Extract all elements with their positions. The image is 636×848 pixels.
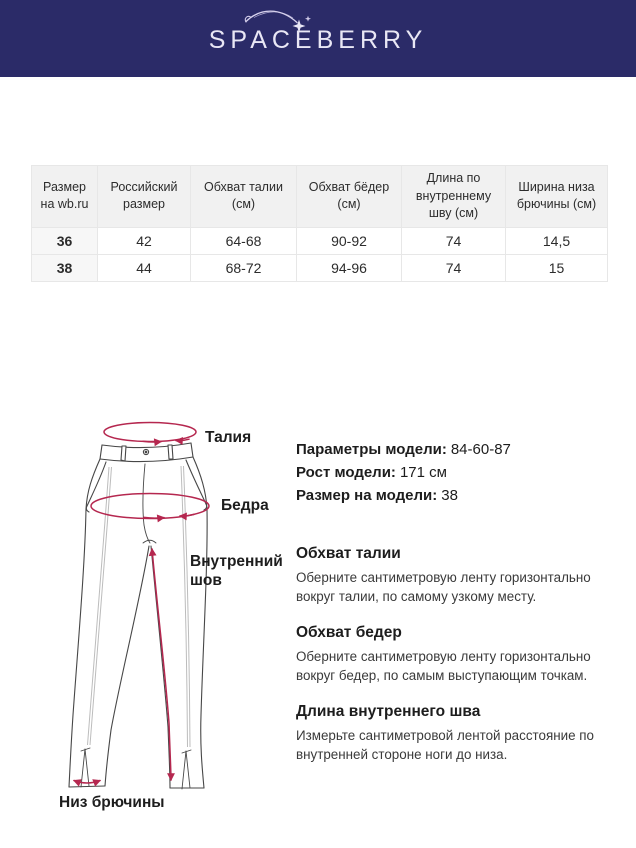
- waist-measure-ellipse: [104, 423, 196, 442]
- table-row: [32, 254, 608, 281]
- cell-waist: 64-68: [191, 227, 297, 254]
- cell-inseam: 74: [402, 254, 506, 281]
- hem-slit: [182, 750, 191, 789]
- model-params-value: 84-60-87: [450, 441, 511, 458]
- hem-measure-arrow: [74, 781, 100, 784]
- inseam-label: Внутренний шов: [190, 553, 283, 589]
- model-params-line: [296, 438, 612, 461]
- cell-ru-size: 42: [98, 227, 191, 254]
- measurement-info-column: [296, 438, 612, 764]
- column-header-wb-size: Размер на wb.ru: [32, 166, 98, 228]
- cell-hips: 90-92: [297, 227, 402, 254]
- inseam-measure-arrow: [152, 549, 171, 780]
- hem-slit: [81, 748, 90, 787]
- model-height-label: Рост модели:: [296, 464, 396, 481]
- model-height-line: [296, 461, 612, 484]
- cell-waist: 68-72: [191, 254, 297, 281]
- section-waist: [296, 544, 612, 606]
- belt-loop: [121, 446, 126, 461]
- waist-label: Талия: [205, 429, 252, 446]
- cell-ru-size: 44: [98, 254, 191, 281]
- cell-wb-size: 36: [32, 227, 98, 254]
- section-inseam-text: Измерьте сантиметровой лентой расстояние по внутренней стороне ноги до низа.: [296, 728, 594, 762]
- measurement-annotations: [74, 423, 209, 784]
- model-size-label: Размер на модели:: [296, 487, 438, 504]
- section-hips-title: Обхват бедер: [296, 624, 402, 641]
- column-header-hips: Обхват бёдер (см): [297, 166, 402, 228]
- model-info-block: [296, 438, 612, 507]
- section-hips: [296, 623, 612, 685]
- cell-hem-width: 15: [506, 254, 608, 281]
- pants-outline: [69, 443, 207, 789]
- column-header-ru-size: Российский размер: [98, 166, 191, 228]
- column-header-waist: Обхват талии (см): [191, 166, 297, 228]
- section-hips-text: Оберните сантиметровую ленту горизонтально вокруг бедер, по самым выступающим точкам.: [296, 649, 591, 683]
- model-height-value: 171 см: [399, 464, 447, 481]
- model-size-line: [296, 484, 612, 507]
- model-size-value: 38: [441, 487, 458, 504]
- belt-loop: [168, 445, 173, 459]
- pants-measurement-diagram: [40, 415, 290, 835]
- crease-lines: [88, 466, 191, 747]
- size-table: [31, 165, 608, 282]
- column-header-inseam: Длина по внутреннему шву (см): [402, 166, 506, 228]
- brand-logo-text: SPACEBERRY: [208, 26, 428, 54]
- pants-drawing: [40, 415, 290, 835]
- brand-header: [0, 0, 636, 77]
- cell-inseam: 74: [402, 227, 506, 254]
- hips-label: Бедра: [221, 497, 269, 514]
- section-waist-text: Оберните сантиметровую ленту горизонтально вокруг талии, по самому узкому месту.: [296, 570, 591, 604]
- cell-wb-size: 38: [32, 254, 98, 281]
- size-table-header-row: [32, 166, 608, 228]
- cell-hips: 94-96: [297, 254, 402, 281]
- table-row: [32, 227, 608, 254]
- section-waist-title: Обхват талии: [296, 545, 401, 562]
- hem-label: Низ брючины: [59, 794, 165, 811]
- column-header-hem-width: Ширина низа брючины (см): [506, 166, 608, 228]
- section-inseam-title: Длина внутреннего шва: [296, 703, 481, 720]
- section-inseam: [296, 702, 612, 764]
- cell-hem-width: 14,5: [506, 227, 608, 254]
- model-params-label: Параметры модели:: [296, 441, 447, 458]
